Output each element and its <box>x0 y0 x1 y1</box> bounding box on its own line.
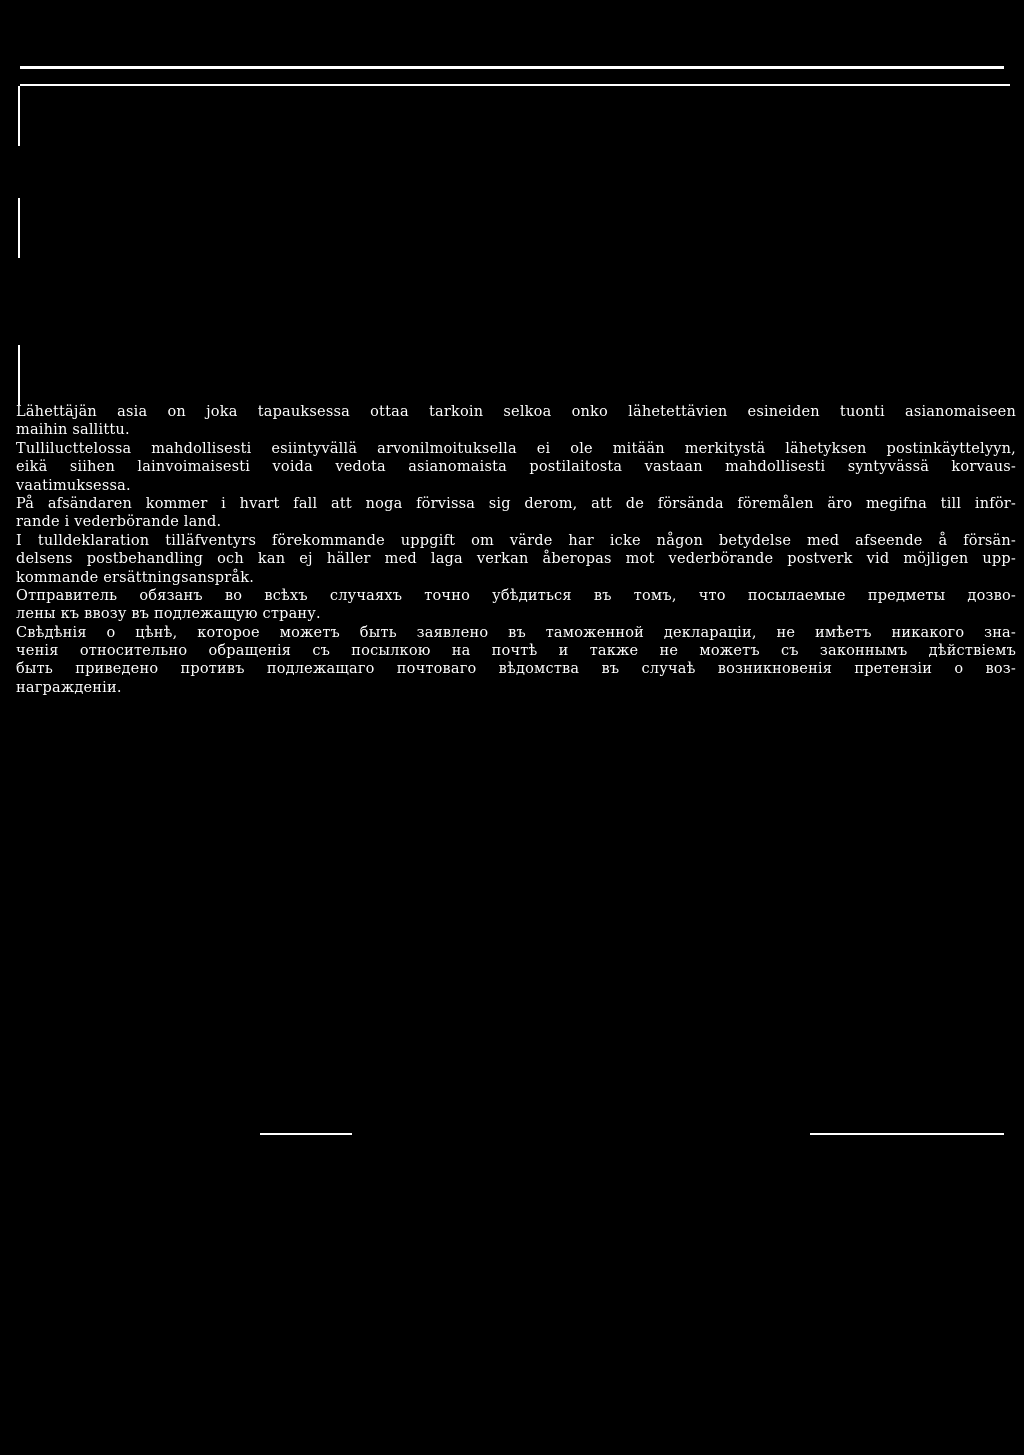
text-line: лены къ ввозу въ подлежащую страну. <box>16 606 321 623</box>
text-line: ченія относительно обращенія съ посылкою на почтѣ и также не можетъ съ законнымъ дѣйствіемъ <box>16 643 1016 660</box>
text-line: maihin sallittu. <box>16 422 130 439</box>
paragraph-finnish <box>16 403 1016 495</box>
text-line: kommande ersättningsanspråk. <box>16 569 255 586</box>
text-line: Отправитель обязанъ во всѣхъ случаяхъ точно убѣдиться въ томъ, что посылаемые предметы дозво- <box>16 587 1016 604</box>
left-margin-line <box>18 198 20 258</box>
paragraph-swedish <box>16 495 1016 587</box>
text-line: быть приведено противъ подлежащаго почтоваго вѣдомства въ случаѣ возникновенія претензіи о воз- <box>16 661 1016 678</box>
text-line: rande i vederbörande land. <box>16 514 222 531</box>
bottom-rule-right <box>810 1133 1004 1135</box>
paragraph-russian <box>16 587 1016 697</box>
text-line: eikä siihen lainvoimaisesti voida vedota asianomaista postilaitosta vastaan mahdollisesti syntyvässä korvaus- <box>16 459 1016 476</box>
text-line: Tullilucttelossa mahdollisesti esiintyvällä arvonilmoituksella ei ole mitään merkitystä lähetyksen postinkäyttelyyn, <box>16 440 1016 457</box>
text-line: Lähettäjän asia on joka tapauksessa ottaa tarkoin selkoa onko lähetettävien esineiden tuonti asianomaiseen <box>16 404 1016 420</box>
left-margin-line <box>18 345 20 405</box>
text-line: delsens postbehandling och kan ej häller med laga verkan åberopas mot vederbörande postverk vid möjligen upp- <box>16 551 1016 568</box>
bottom-rule-left <box>260 1133 352 1135</box>
text-line: награжденіи. <box>16 679 122 696</box>
text-line: Свѣдѣнія о цѣнѣ, которое можетъ быть заявлено въ таможенной деклараціи, не имѣетъ никакого зна- <box>16 624 1016 641</box>
text-line: I tulldeklaration tilläfventyrs förekommande uppgift om värde har icke någon betydelse med afseende å försän- <box>16 532 1016 549</box>
notice-text-block <box>16 403 1016 697</box>
text-line: På afsändaren kommer i hvart fall att noga förvissa sig derom, att de försända föremålen äro megifna till inför- <box>16 495 1016 512</box>
text-line: vaatimuksessa. <box>16 477 131 494</box>
top-rule-thin <box>20 84 1010 86</box>
left-margin-line <box>18 86 20 146</box>
top-rule-thick <box>20 66 1004 69</box>
